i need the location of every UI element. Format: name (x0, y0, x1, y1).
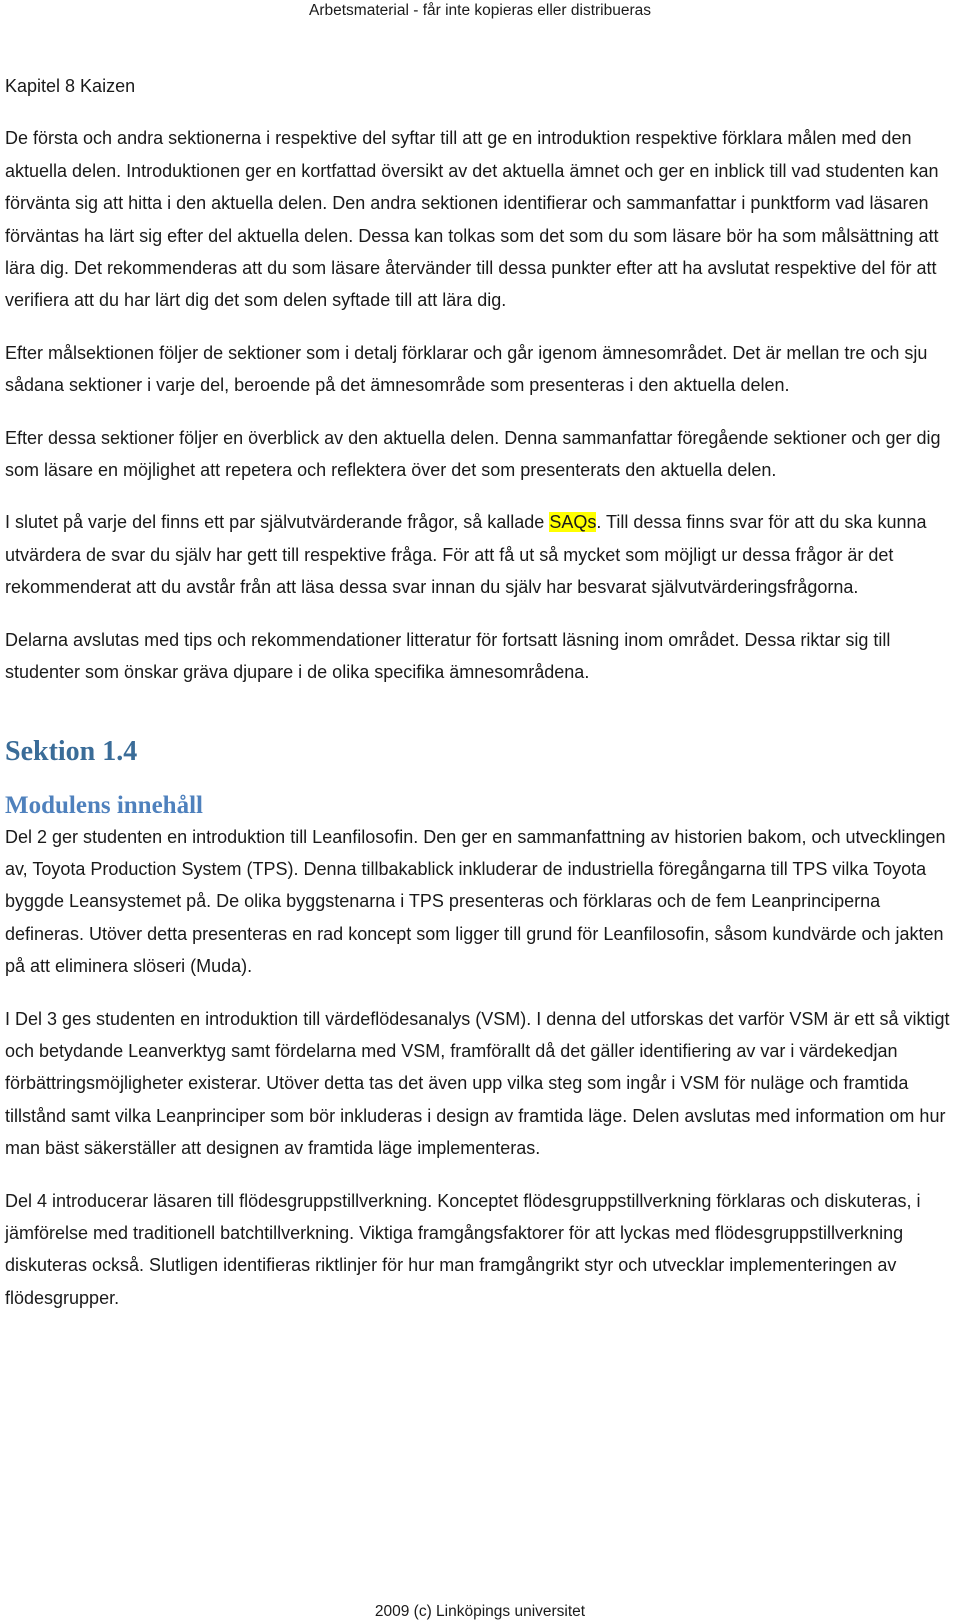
saq-text-before: I slutet på varje del finns ett par självutvärderande frågor, så kallade (5, 512, 550, 533)
module-paragraph-del-4: Del 4 introducerar läsaren till flödesgruppstillverkning. Konceptet flödesgruppstillverkning förklaras och diskuteras, i jämförelse med traditionell batchtillverkning. Viktiga framgångsfaktorer för att lyckas med flödesgruppstillverkning diskuteras också. Slutligen identifieras riktlinjer för hur man framgångrikt styr och utvecklar implementeringen av flödesgrupper. (5, 1190, 921, 1308)
document-body (5, 70, 955, 1334)
intro-paragraph-1: De första och andra sektionerna i respektive del syftar till att ge en introduktion respektive förklara målen med den aktuella delen. Introduktionen ger en kortfattad översikt av det aktuella ämnet och ger en inblick till vad studenten kan förvänta sig att hitta i den aktuella delen. Den andra sektionen identifierar och sammanfattar i punktform vad läsaren förväntas ha lärt sig efter del aktuella delen. Dessa kan tolkas som det som du som läsare bör ha som målsättning att lära dig. Det rekommenderas att du som läsare återvänder till dessa punkter efter att ha avslutat respektive del för att verifiera att du har lärt dig det som delen syftade till att lära dig. (5, 128, 939, 311)
saq-highlight: SAQs (549, 512, 597, 533)
saq-paragraph (5, 506, 955, 603)
intro-paragraph-2: Efter målsektionen följer de sektioner som i detalj förklarar och går igenom ämnesområdet. Det är mellan tre och sju sådana sektioner i varje del, beroende på det ämnesområde som presenteras i den aktuella delen. (5, 342, 928, 396)
page-header: Arbetsmaterial - får inte kopieras eller distribueras (309, 2, 651, 19)
module-paragraph-del-2: Del 2 ger studenten en introduktion till Leanfilosofin. Den ger en sammanfattning av historien bakom, och utvecklingen av, Toyota Production System (TPS). Denna tillbakablick inkluderar de industriella föregångarna till TPS vilka Toyota byggde Leansystemet på. De olika byggstenarna i TPS presenteras och förklaras och de fem Leanprinciperna defineras. Utöver detta presenteras en rad koncept som ligger till grund för Leanfilosofin, såsom kundvärde och jakten på att eliminera slöseri (Muda). (5, 826, 946, 977)
chapter-title: Kapitel 8 Kaizen (5, 76, 136, 96)
module-paragraph-del-3: I Del 3 ges studenten en introduktion till värdeflödesanalys (VSM). I denna del utforskas det varför VSM är ett så viktigt och betydande Leanverktyg samt fördelarna med VSM, framförallt då det gäller identifiering av var i värdekedjan förbättringsmöjligheter existerar. Utöver detta tas det även upp vilka steg som ingår i VSM för nuläge och framtida tillstånd samt vilka Leanprinciper som bör inkluderas i design av framtida läge. Delen avslutas med information om hur man bäst säkerställer att designen av framtida läge implementeras. (5, 1008, 950, 1159)
saq-text-after: . Till dessa finns svar för att du ska kunna utvärdera de svar du själv har gett till respektive fråga. För att få ut så mycket som möjligt ur dessa frågor är det rekommenderat att du avstår från att läsa dessa svar innan du själv har besvarat självutvärderingsfrågorna. (5, 512, 927, 598)
intro-paragraph-3: Efter dessa sektioner följer en överblick av den aktuella delen. Denna sammanfattar föregående sektioner och ger dig som läsare en möjlighet att repetera och reflektera över det som presenterats den aktuella delen. (5, 427, 941, 481)
closing-paragraph: Delarna avslutas med tips och rekommendationer litteratur för fortsatt läsning inom området. Dessa riktar sig till studenter som önskar gräva djupare i de olika specifika ämnesområdena. (5, 629, 891, 683)
subsection-heading: Modulens innehåll (5, 791, 203, 819)
section-heading: Sektion 1.4 (5, 735, 138, 767)
page-footer: 2009 (c) Linköpings universitet (374, 1603, 586, 1620)
